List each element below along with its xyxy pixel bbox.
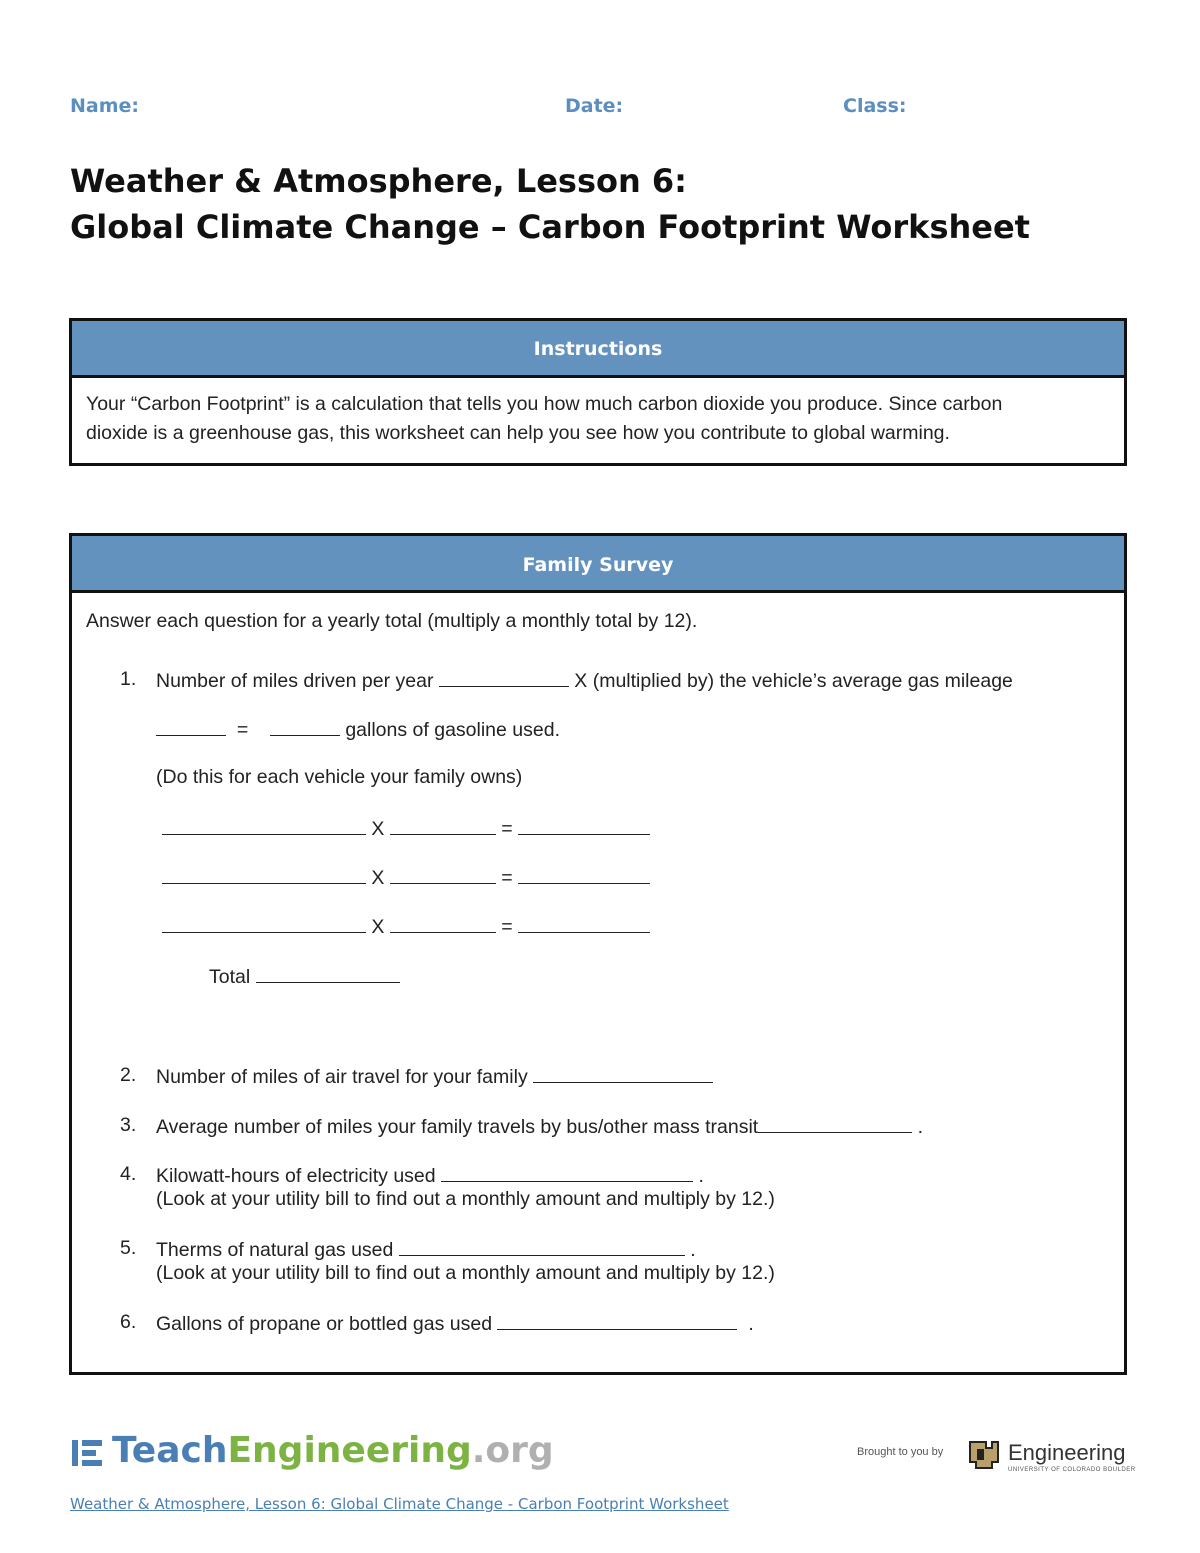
q1-equals: = xyxy=(236,719,249,741)
q3-text: Average number of miles your family travels by bus/other mass transit xyxy=(156,1116,759,1138)
vehicle-1-gallons-blank[interactable] xyxy=(518,816,650,835)
q5-line xyxy=(156,1237,696,1262)
logo-org: .org xyxy=(471,1430,554,1471)
title-line-2: Global Climate Change – Carbon Footprint Worksheet xyxy=(70,208,1030,246)
name-label: Name: xyxy=(70,95,140,117)
q5-number: 5. xyxy=(120,1237,137,1259)
student-info-header xyxy=(70,95,1130,125)
university-seal-icon xyxy=(966,1436,1002,1472)
gas-mileage-blank[interactable] xyxy=(156,717,226,736)
vehicle-2-times: X xyxy=(371,867,385,889)
survey-intro: Answer each question for a yearly total (multiply a monthly total by 12). xyxy=(86,610,698,632)
q1-gallons-line xyxy=(156,717,560,742)
vehicle-3-times: X xyxy=(371,916,385,938)
q3-number: 3. xyxy=(120,1114,137,1136)
gallons-blank[interactable] xyxy=(270,717,340,736)
instructions-line-2: dioxide is a greenhouse gas, this worksheet can help you see how you contribute to global warming. xyxy=(86,422,950,444)
partner-subtitle: UNIVERSITY OF COLORADO BOULDER xyxy=(1008,1467,1136,1473)
total-row xyxy=(209,964,400,989)
instructions-text xyxy=(72,378,1124,448)
logo-engineering: Engineering xyxy=(227,1430,472,1471)
q2-number: 2. xyxy=(120,1064,137,1086)
brought-to-you-by: Brought to you by xyxy=(857,1446,944,1458)
q1-line xyxy=(156,668,1013,693)
air-travel-blank[interactable] xyxy=(533,1064,713,1083)
vehicle-2-mpg-blank[interactable] xyxy=(390,865,496,884)
vehicle-3-miles-blank[interactable] xyxy=(162,914,366,933)
q2-text: Number of miles of air travel for your family xyxy=(156,1066,528,1088)
q5-text: Therms of natural gas used xyxy=(156,1239,394,1261)
q4-number: 4. xyxy=(120,1163,137,1185)
mass-transit-blank[interactable] xyxy=(758,1114,912,1133)
propane-blank[interactable] xyxy=(497,1311,737,1330)
footer-lesson-link[interactable]: Weather & Atmosphere, Lesson 6: Global Climate Change - Carbon Footprint Worksheet xyxy=(70,1495,729,1513)
vehicle-2-gallons-blank[interactable] xyxy=(518,865,650,884)
partner-engineering: Engineering xyxy=(1008,1440,1126,1465)
vehicle-row-3 xyxy=(162,914,650,939)
q4-text: Kilowatt-hours of electricity used xyxy=(156,1165,436,1187)
q1-number: 1. xyxy=(120,668,137,690)
q1-text-b: X (multiplied by) the vehicle’s average gas mileage xyxy=(574,670,1013,692)
q4-end: . xyxy=(698,1165,704,1187)
q3-end: . xyxy=(917,1116,924,1138)
class-label: Class: xyxy=(843,95,907,117)
natural-gas-blank[interactable] xyxy=(399,1237,685,1256)
vehicle-1-mpg-blank[interactable] xyxy=(390,816,496,835)
q1-note: (Do this for each vehicle your family owns) xyxy=(156,766,523,788)
q1-gallons-text: gallons of gasoline used. xyxy=(345,719,560,741)
title-line-1: Weather & Atmosphere, Lesson 6: xyxy=(70,162,687,200)
instructions-heading: Instructions xyxy=(72,321,1124,378)
q3-line xyxy=(156,1114,923,1139)
vehicle-2-equals: = xyxy=(501,867,513,889)
instructions-box xyxy=(69,318,1127,466)
q4-line xyxy=(156,1163,704,1188)
family-survey-box xyxy=(69,533,1127,1375)
vehicle-3-equals: = xyxy=(501,916,513,938)
survey-heading: Family Survey xyxy=(72,536,1124,593)
q2-line xyxy=(156,1064,713,1089)
total-blank[interactable] xyxy=(256,964,400,983)
logo-teach: Teach xyxy=(112,1430,228,1471)
instructions-line-1: Your “Carbon Footprint” is a calculation that tells you how much carbon dioxide you produce. Since carbon xyxy=(86,393,1003,415)
vehicle-1-times: X xyxy=(371,818,385,840)
q6-number: 6. xyxy=(120,1311,137,1333)
q5-end: . xyxy=(690,1239,696,1261)
teachengineering-wordmark xyxy=(112,1430,554,1471)
q6-text: Gallons of propane or bottled gas used xyxy=(156,1313,493,1335)
q6-line xyxy=(156,1311,754,1336)
q5-note: (Look at your utility bill to find out a monthly amount and multiply by 12.) xyxy=(156,1262,775,1284)
vehicle-row-2 xyxy=(162,865,650,890)
miles-driven-blank[interactable] xyxy=(439,668,569,687)
q6-end: . xyxy=(748,1313,754,1335)
vehicle-3-gallons-blank[interactable] xyxy=(518,914,650,933)
vehicle-3-mpg-blank[interactable] xyxy=(390,914,496,933)
vehicle-row-1 xyxy=(162,816,650,841)
vehicle-2-miles-blank[interactable] xyxy=(162,865,366,884)
page-title xyxy=(70,158,1030,250)
electricity-blank[interactable] xyxy=(441,1163,693,1182)
vehicle-1-equals: = xyxy=(501,818,513,840)
total-label: Total xyxy=(209,966,251,988)
q4-note: (Look at your utility bill to find out a monthly amount and multiply by 12.) xyxy=(156,1188,775,1210)
teachengineering-logo-icon xyxy=(70,1436,104,1470)
vehicle-1-miles-blank[interactable] xyxy=(162,816,366,835)
date-label: Date: xyxy=(565,95,624,117)
q1-text-a: Number of miles driven per year xyxy=(156,670,434,692)
